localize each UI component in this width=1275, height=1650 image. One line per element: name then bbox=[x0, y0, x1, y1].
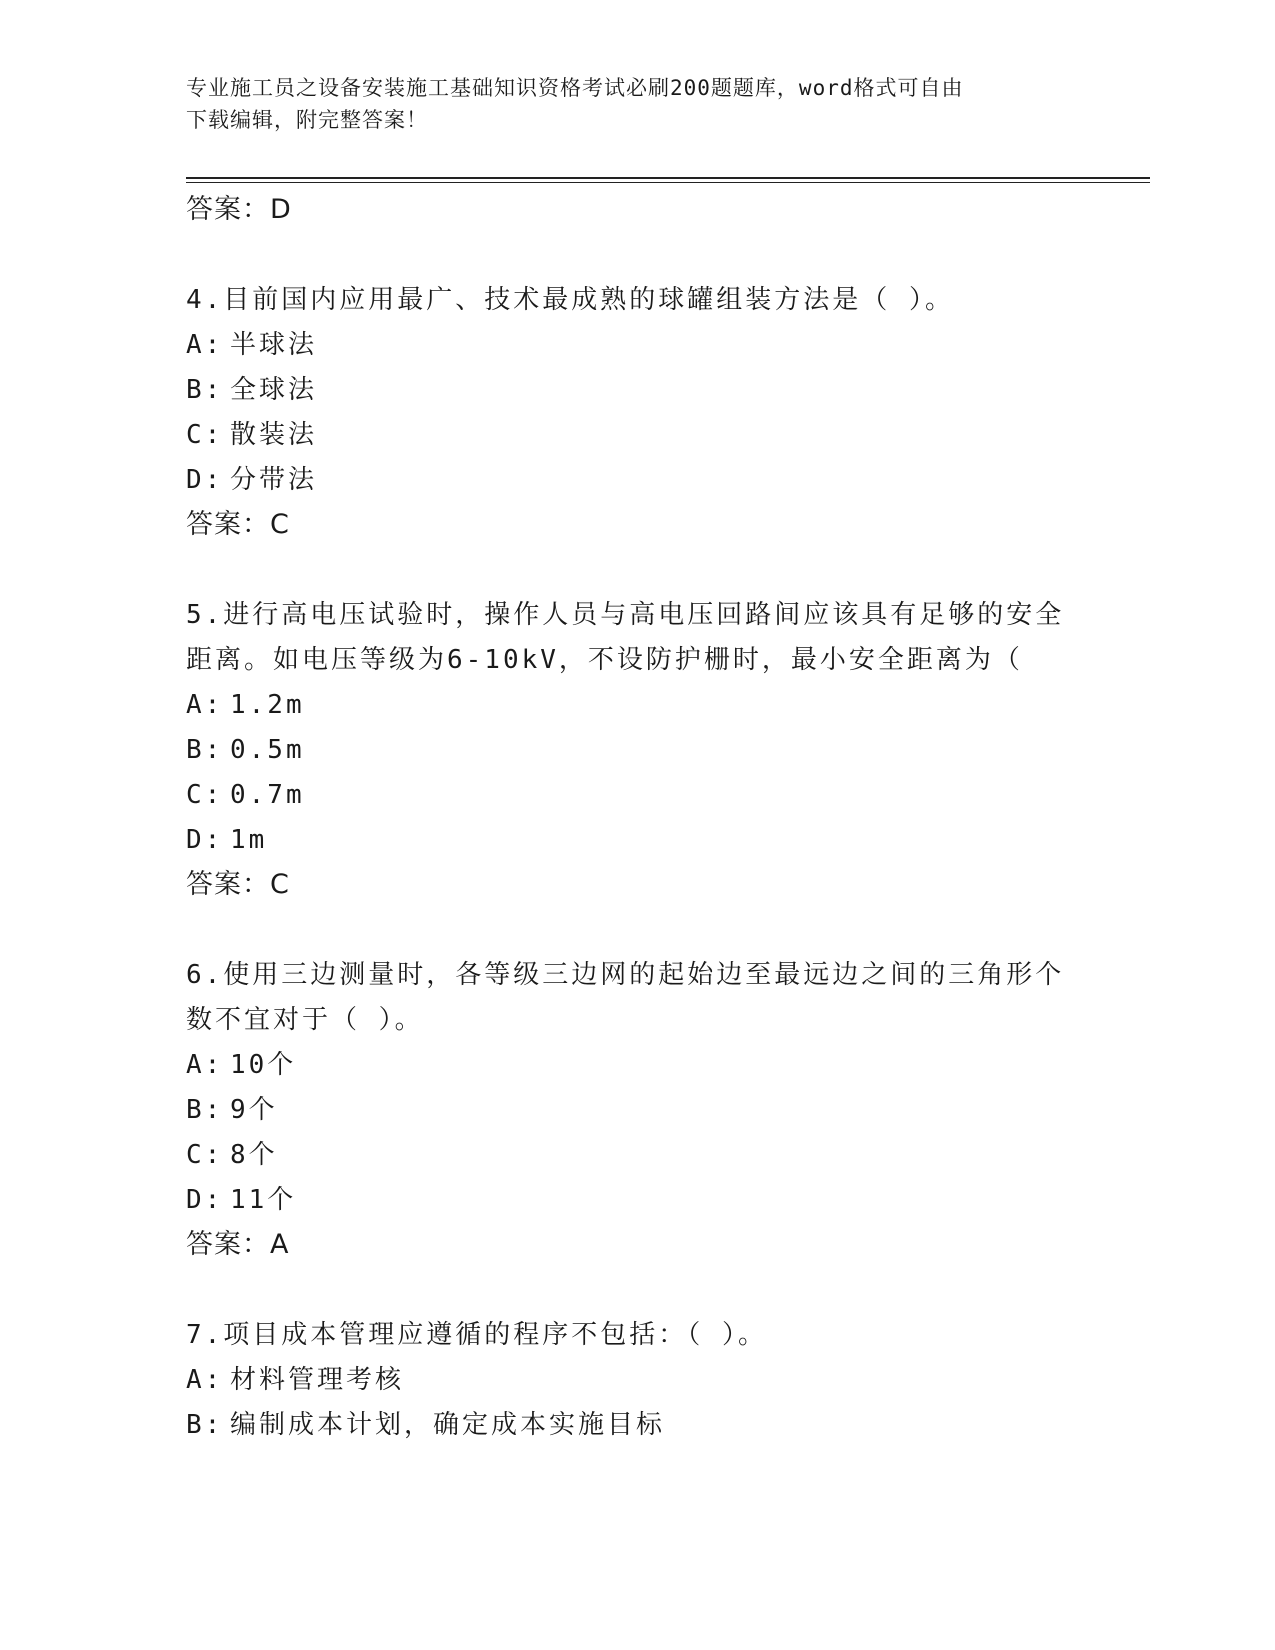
question-text-line-2: 距离。如电压等级为6-10kV，不设防护栅时，最小安全距离为（ bbox=[186, 645, 1023, 675]
option-b bbox=[186, 1088, 1086, 1133]
option-text: 全球法 bbox=[230, 375, 318, 405]
option-text: 分带法 bbox=[230, 465, 318, 495]
option-b bbox=[186, 1403, 1086, 1448]
header-divider-thin bbox=[186, 182, 1150, 183]
option-letter: A: bbox=[186, 690, 224, 720]
option-a bbox=[186, 1043, 1086, 1088]
option-d bbox=[186, 1178, 1086, 1223]
option-text: 0.7m bbox=[230, 780, 305, 810]
question-text: 4.目前国内应用最广、技术最成熟的球罐组装方法是（ ）。 bbox=[186, 285, 954, 315]
option-text: 散装法 bbox=[230, 420, 318, 450]
option-letter: D: bbox=[186, 825, 224, 855]
option-letter: C: bbox=[186, 420, 224, 450]
option-letter: D: bbox=[186, 465, 224, 495]
question-block-7 bbox=[186, 1313, 1086, 1448]
spacer bbox=[186, 1267, 1086, 1313]
previous-answer: 答案：D bbox=[186, 194, 292, 225]
document-header bbox=[186, 72, 1086, 136]
option-a bbox=[186, 1358, 1086, 1403]
option-text: 1m bbox=[230, 825, 268, 855]
option-letter: A: bbox=[186, 1050, 224, 1080]
option-text: 1.2m bbox=[230, 690, 305, 720]
option-c bbox=[186, 413, 1086, 458]
option-letter: A: bbox=[186, 1365, 224, 1395]
question-text-line-2: 数不宜对于（ ）。 bbox=[186, 1005, 424, 1035]
option-letter: C: bbox=[186, 1140, 224, 1170]
header-line-2: 下载编辑，附完整答案！ bbox=[186, 108, 428, 132]
option-letter: B: bbox=[186, 1410, 224, 1440]
question-block-5 bbox=[186, 593, 1086, 907]
option-letter: B: bbox=[186, 735, 224, 765]
answer-text: 答案：C bbox=[186, 509, 290, 540]
question-block-4 bbox=[186, 278, 1086, 547]
option-text: 编制成本计划，确定成本实施目标 bbox=[230, 1410, 666, 1440]
option-b bbox=[186, 728, 1086, 773]
option-text: 11个 bbox=[230, 1185, 297, 1215]
option-letter: C: bbox=[186, 780, 224, 810]
option-a bbox=[186, 323, 1086, 368]
option-a bbox=[186, 683, 1086, 728]
question-text-line-1: 5.进行高电压试验时，操作人员与高电压回路间应该具有足够的安全 bbox=[186, 600, 1065, 630]
question-text-line-1: 6.使用三边测量时，各等级三边网的起始边至最远边之间的三角形个 bbox=[186, 960, 1065, 990]
option-c bbox=[186, 1133, 1086, 1178]
answer-text: 答案：C bbox=[186, 869, 290, 900]
spacer bbox=[186, 907, 1086, 953]
option-letter: B: bbox=[186, 1095, 224, 1125]
question-text: 7.项目成本管理应遵循的程序不包括：（ ）。 bbox=[186, 1320, 767, 1350]
option-letter: D: bbox=[186, 1185, 224, 1215]
option-text: 8个 bbox=[230, 1140, 278, 1170]
option-text: 10个 bbox=[230, 1050, 297, 1080]
question-block-6 bbox=[186, 953, 1086, 1267]
spacer bbox=[186, 547, 1086, 593]
option-text: 材料管理考核 bbox=[230, 1365, 405, 1395]
option-text: 0.5m bbox=[230, 735, 305, 765]
option-c bbox=[186, 773, 1086, 818]
option-d bbox=[186, 458, 1086, 503]
spacer bbox=[186, 232, 1086, 278]
option-b bbox=[186, 368, 1086, 413]
header-divider-thick bbox=[186, 177, 1150, 179]
answer-text: 答案：A bbox=[186, 1229, 290, 1260]
option-d bbox=[186, 818, 1086, 863]
option-text: 半球法 bbox=[230, 330, 318, 360]
header-line-1: 专业施工员之设备安装施工基础知识资格考试必刷200题题库，word格式可自由 bbox=[186, 76, 964, 100]
option-text: 9个 bbox=[230, 1095, 278, 1125]
option-letter: B: bbox=[186, 375, 224, 405]
question-list bbox=[186, 188, 1086, 1448]
option-letter: A: bbox=[186, 330, 224, 360]
